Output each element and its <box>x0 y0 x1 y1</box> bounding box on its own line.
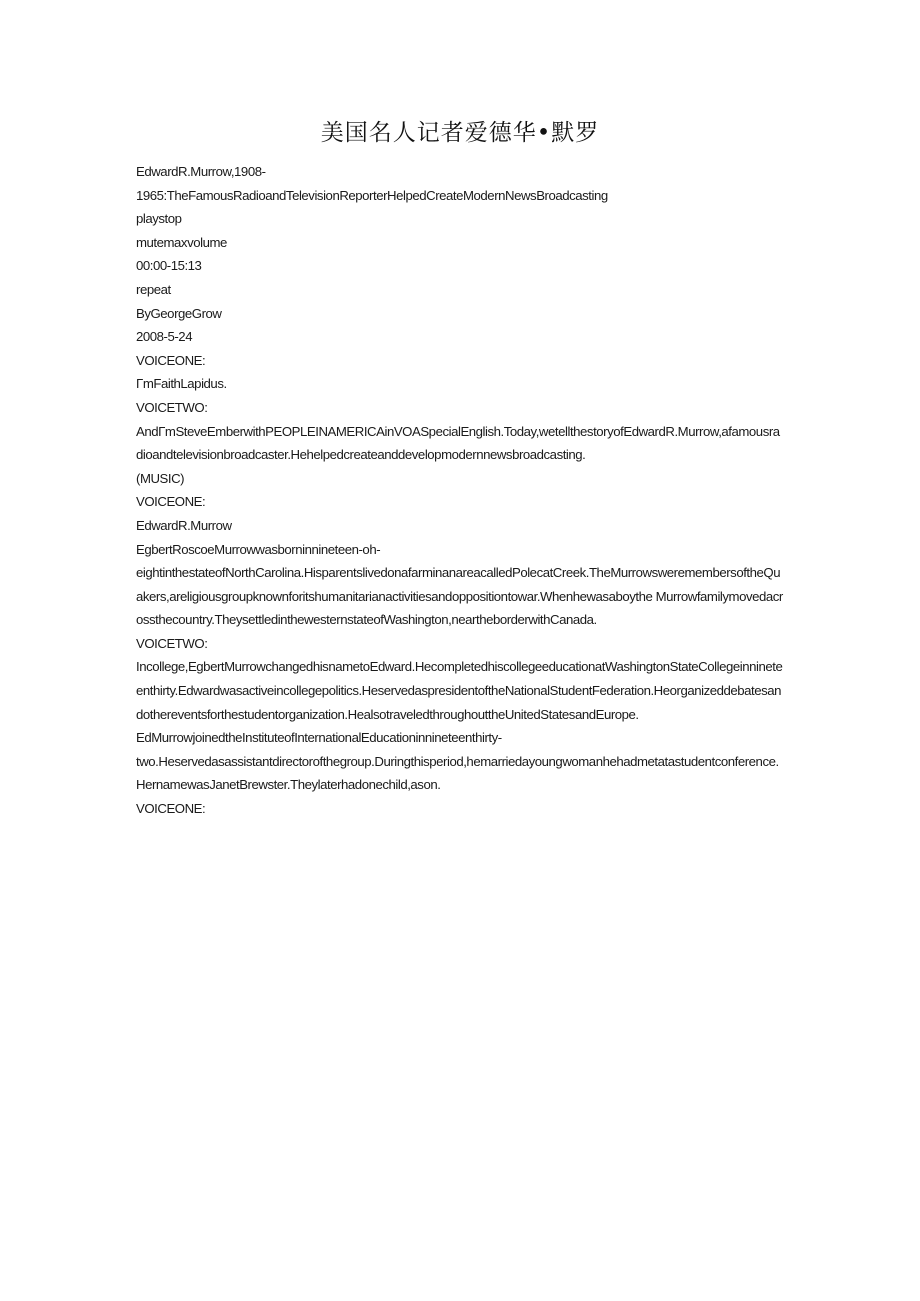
player-mute-volume[interactable]: mutemaxvolume <box>136 234 227 250</box>
player-time: 00:00-15:13 <box>136 258 202 274</box>
paragraph-2: AndΓmSteveEmberwithPEOPLEINAMERICAinVOASpecialEnglish.Today,wetellthestoryofEdwardR.Murrow,afamousradioandtelevisionbroadcaster.Hehelpedcreateanddevelopmodernnewsbroadcasting. <box>136 423 780 463</box>
music-cue: (MUSIC) <box>136 470 185 486</box>
image-caption: EdwardR.Murrow <box>136 517 232 533</box>
player-play-stop[interactable]: playstop <box>136 211 182 227</box>
voice-one-label: VOICEONE: <box>136 352 206 368</box>
document-title: 美国名人记者爱德华•默罗 <box>320 120 600 146</box>
paragraph-4: Incollege,EgbertMurrowchangedhisnametoEdward.HecompletedhiscollegeeducationatWashingtonStateCollegeinnineteenthirty.Edwardwasactiveincollegepolitics.HeservedaspresidentoftheNationalStudentFederation.Heorganizeddebatesandothereventsforthestudentorganization.HealsotraveledthroughouttheUnitedStatesandEurope. <box>136 659 783 722</box>
subtitle-line-1: EdwardR.Murrow,1908- <box>136 164 266 179</box>
voice-one-label: VOICEONE: <box>136 801 206 817</box>
player-repeat[interactable]: repeat <box>136 281 171 297</box>
voice-two-label: VOICETWO: <box>136 635 208 651</box>
paragraph-3: eightinthestateofNorthCarolina.HisparentslivedonafarminanareacalledPolecatCreek.TheMurrowsweremembersoftheQuakers,areligiousgroupknownforitshumanitarianactivitiesandoppositiontowar.Whenhewasaboythe Murrowfamilymovedacrossthecountry.TheysettledinthewesternstateofWashington,neartheborderwithCanada. <box>136 565 783 628</box>
document-body <box>136 160 784 821</box>
paragraph-1: ΓmFaithLapidus. <box>136 376 227 392</box>
voice-one-label: VOICEONE: <box>136 494 206 510</box>
byline: ByGeorgeGrow <box>136 305 222 321</box>
date: 2008-5-24 <box>136 329 193 345</box>
paragraph-5: two.Heservedasassistantdirectorofthegroup.Duringthisperiod,hemarriedayoungwomanhehadmetatastudentconference.HernamewasJanetBrewster.Theylaterhadonechild,ason. <box>136 753 779 793</box>
paragraph-3-line-1: EgbertRoscoeMurrowwasborninnineteen-oh- <box>136 541 381 557</box>
voice-two-label: VOICETWO: <box>136 399 208 415</box>
paragraph-5-line-1: EdMurrowjoinedtheInstituteofInternationalEducationinnineteenthirty- <box>136 730 502 746</box>
subtitle-line-2: 1965:TheFamousRadioandTelevisionReporterHelpedCreateModernNewsBroadcasting <box>136 187 608 203</box>
